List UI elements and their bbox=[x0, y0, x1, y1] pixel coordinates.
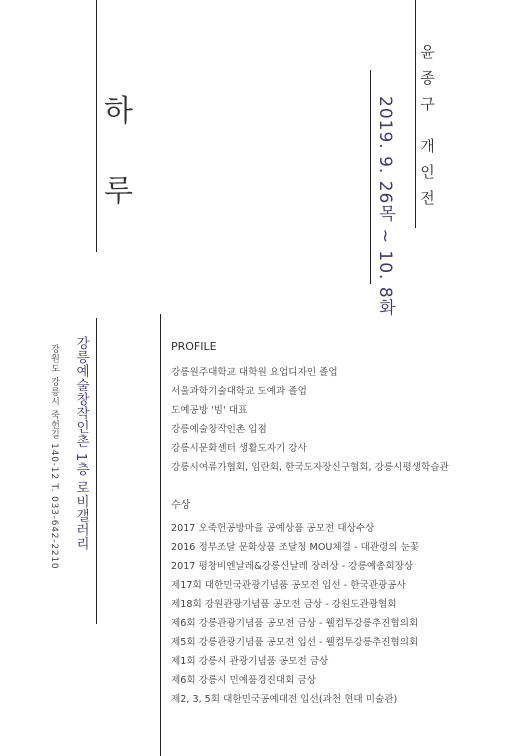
profile-item: 강릉예술창작인촌 입점 bbox=[171, 424, 267, 435]
award-item: 2017 평창비엔날레&강릉신날레 장려상 - 강릉예총회장상 bbox=[171, 561, 414, 572]
divider-dates bbox=[370, 70, 371, 284]
awards-list bbox=[171, 519, 501, 709]
profile-item: 강릉시문화센터 생활도자기 강사 bbox=[171, 443, 307, 454]
profile-heading: PROFILE bbox=[171, 340, 217, 353]
venue-address: 강원도 강릉시 죽헌길 140-12 T. 033-642-2210 bbox=[49, 344, 59, 570]
award-item: 제1회 강릉시 관광기념품 공모전 금상 bbox=[171, 656, 329, 667]
profile-item: 도예공방 '빔' 대표 bbox=[171, 405, 248, 416]
award-item: 제6회 강릉시 민예품경진대회 금상 bbox=[171, 675, 316, 686]
title-char-2: 루 bbox=[104, 174, 133, 209]
divider-artist bbox=[415, 0, 416, 228]
award-item: 2017 오죽헌공방마을 공예상품 공모전 대상수상 bbox=[171, 523, 375, 534]
award-item: 제6회 강릉관광기념품 공모전 금상 - 웰컴투강릉추진협의회 bbox=[171, 618, 419, 629]
title-char-1: 하 bbox=[104, 94, 133, 129]
profile-item: 서울과학기술대학교 도예과 졸업 bbox=[171, 386, 307, 397]
awards-heading: 수상 bbox=[171, 500, 191, 511]
profile-list bbox=[171, 363, 501, 477]
divider-venue bbox=[96, 318, 97, 624]
award-item: 제5회 강릉관광기념품 공모전 입선 - 웰컴투강릉추진협의회 bbox=[171, 637, 419, 648]
award-item: 2016 정부조달 문화상품 조달청 MOU체결 - 대관령의 눈꽃 bbox=[171, 542, 420, 553]
exhibition-dates: 2019. 9. 26목 ~ 10. 8화 bbox=[375, 96, 395, 317]
artist-exhibition-title: 윤종구 개인전 bbox=[418, 44, 436, 216]
divider-title bbox=[96, 0, 97, 252]
venue-name: 강릉예술창작인촌 1층 로비갤러리 bbox=[73, 336, 89, 551]
award-item: 제18회 강원관광기념품 공모전 금상 - 강원도관광협회 bbox=[171, 599, 397, 610]
profile-item: 강릉원주대학교 대학원 요업디자인 졸업 bbox=[171, 367, 338, 378]
award-item: 제2, 3, 5회 대한민국공예대전 입선(과천 현대 미술관) bbox=[171, 694, 398, 705]
profile-section bbox=[171, 340, 501, 709]
divider-profile bbox=[160, 314, 161, 756]
profile-item: 강릉시여류가협회, 임란회, 한국도자장신구협회, 강릉시평생학습관 bbox=[171, 462, 449, 473]
award-item: 제17회 대한민국관광기념품 공모전 입선 - 한국관광공사 bbox=[171, 580, 406, 591]
